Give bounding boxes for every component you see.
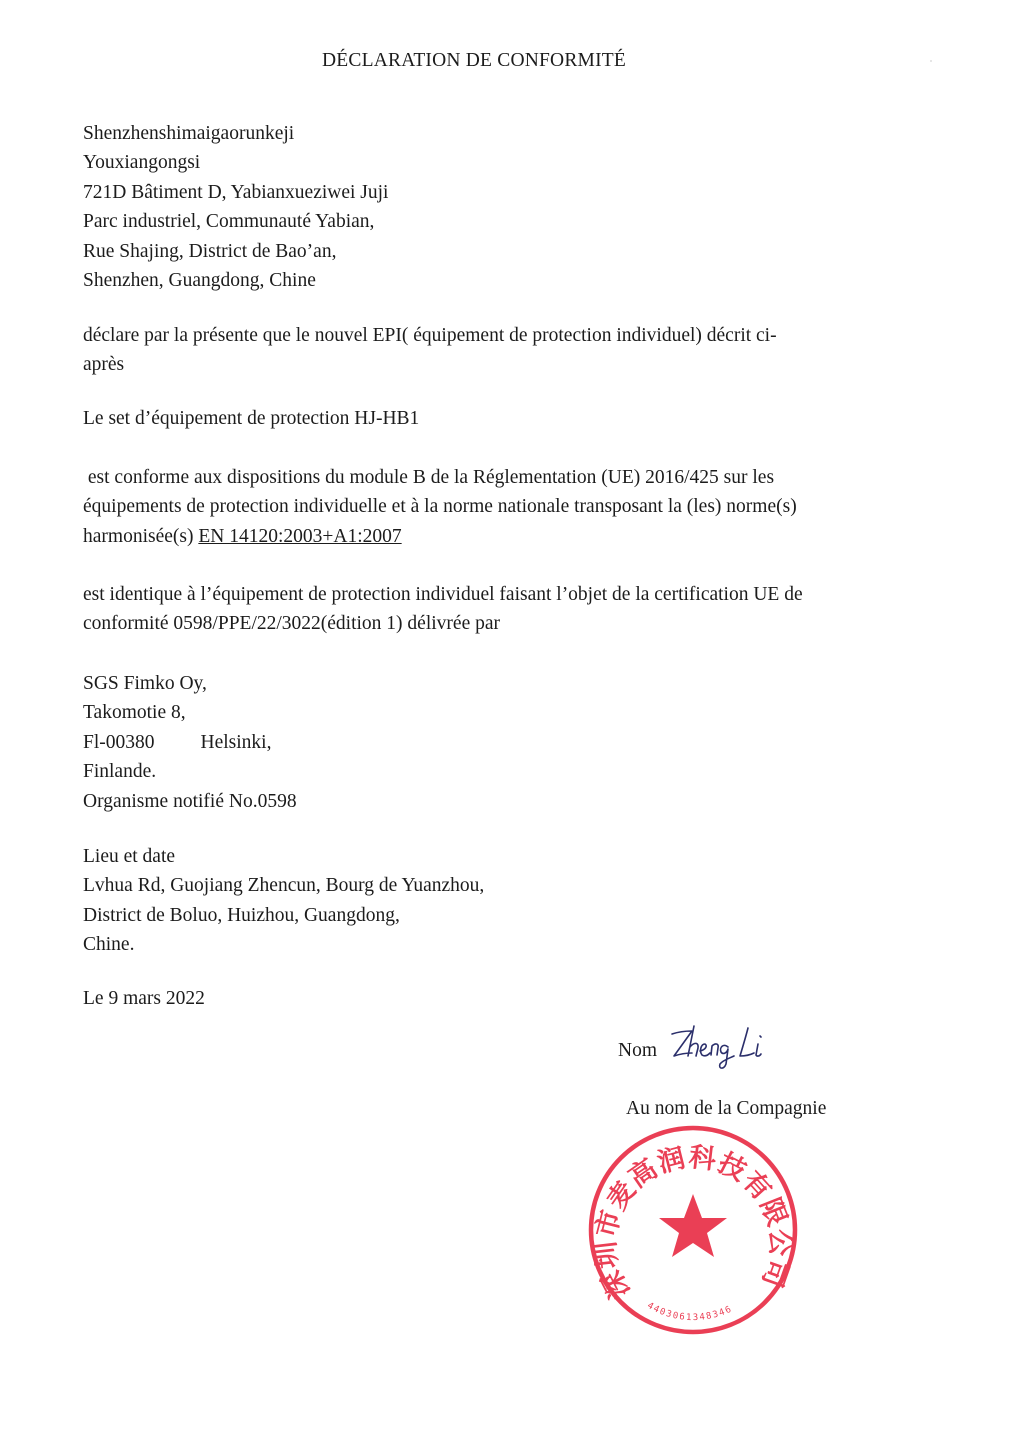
product-name	[83, 404, 883, 433]
notified-body-street: Takomotie 8,	[83, 702, 186, 724]
address-line: Rue Shajing, District de Bao’an,	[83, 240, 337, 262]
document-title: DÉCLARATION DE CONFORMITÉ	[322, 50, 626, 71]
product-line: Le set d’équipement de protection HJ-HB1	[83, 408, 420, 429]
declaration-paragraph	[83, 321, 883, 380]
notified-body-number: Organisme notifié No.0598	[83, 790, 297, 812]
place-label: Lieu et date	[83, 846, 176, 867]
address-line: Shenzhenshimaigaorunkeji	[83, 123, 295, 144]
address-line: Youxiangongsi	[83, 152, 201, 174]
address-line: Parc industriel, Communauté Yabian,	[83, 211, 375, 233]
conformity-line	[83, 522, 883, 551]
notified-body-name: SGS Fimko Oy,	[83, 673, 207, 694]
company-seal	[585, 1122, 801, 1338]
place-block	[83, 842, 484, 960]
certification-paragraph	[83, 580, 883, 639]
nom-label: Nom	[618, 1040, 657, 1061]
manufacturer-address	[83, 119, 388, 295]
address-line: 721D Bâtiment D, Yabianxueziwei Juji	[83, 181, 389, 203]
address-line: Shenzhen, Guangdong, Chine	[83, 270, 316, 292]
notified-body-country: Finlande.	[83, 761, 157, 783]
svg-text:深圳市麦高润科技有限公司: 深圳市麦高润科技有限公司	[590, 1141, 796, 1304]
notified-body-city: Helsinki,	[200, 731, 272, 753]
notified-body-postcode: Fl-00380	[83, 731, 155, 753]
place-line: Chine.	[83, 934, 135, 956]
notified-body-address	[83, 669, 297, 816]
date-line: Le 9 mars 2022	[83, 988, 205, 1009]
company-label: Au nom de la Compagnie	[626, 1098, 827, 1119]
conformity-line: est conforme aux dispositions du module B de la Réglementation (UE) 2016/425 sur les	[83, 467, 775, 488]
notified-body-city-line	[83, 728, 297, 757]
certification-line: conformité 0598/PPE/22/3022(édition 1) délivrée par	[83, 613, 500, 635]
conformity-prefix: harmonisée(s)	[83, 525, 199, 547]
place-line: Lvhua Rd, Guojiang Zhencun, Bourg de Yuanzhou,	[83, 875, 485, 897]
svg-text:4403061348346: 4403061348346	[645, 1300, 735, 1324]
declaration-line: déclare par la présente que le nouvel EPI( équipement de protection individuel) décrit ci-	[83, 325, 777, 346]
scan-speck	[930, 60, 932, 62]
place-line: District de Boluo, Huizhou, Guangdong,	[83, 904, 400, 926]
conformity-line: équipements de protection individuelle et à la norme nationale transposant la (les) norme(s)	[83, 496, 797, 518]
conformity-paragraph	[83, 463, 883, 551]
document-date	[83, 984, 205, 1013]
handwritten-signature	[668, 1020, 778, 1081]
declaration-line: après	[83, 354, 125, 376]
harmonised-standard: EN 14120:2003+A1:2007	[198, 525, 402, 547]
certification-line: est identique à l’équipement de protection individuel faisant l’objet de la certification UE de	[83, 584, 803, 605]
